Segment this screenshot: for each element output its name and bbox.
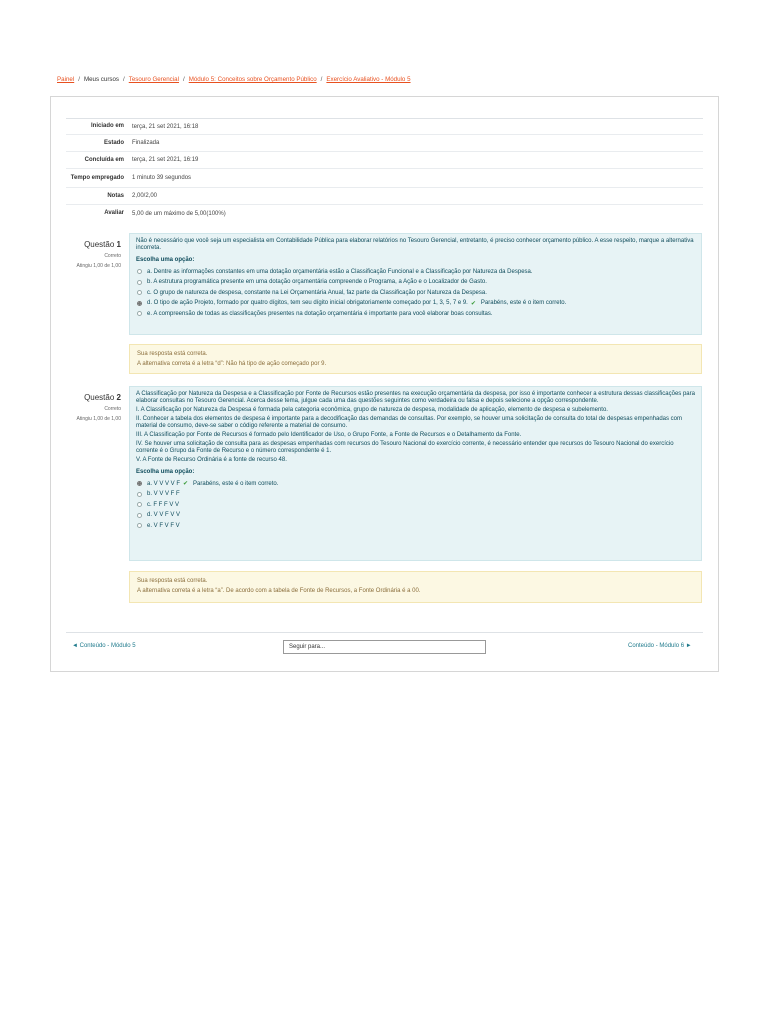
- option-label: d. V V F V V: [147, 512, 181, 519]
- radio-button[interactable]: [137, 311, 142, 316]
- option-a[interactable]: [136, 266, 695, 277]
- summary-row-marks: [66, 188, 703, 205]
- option-label: d. O tipo de ação Projeto, formado por quatro dígitos, tem seu dígito inicial obrigatoriamente começado por 1, 3, 5, 7 e 9.: [147, 300, 468, 307]
- question-1-content: [129, 233, 702, 335]
- question-prompt: Escolha uma opção:: [136, 257, 195, 264]
- summary-value: Finalizada: [132, 140, 160, 146]
- question-state: Correto: [104, 406, 121, 412]
- option-c[interactable]: [136, 287, 695, 298]
- question-1-feedback: [129, 344, 702, 374]
- summary-row-state: [66, 135, 703, 152]
- question-number-label: Questão: [84, 393, 115, 402]
- option-b[interactable]: [136, 489, 695, 500]
- checkmark-icon: ✔: [470, 300, 476, 307]
- question-text: Não é necessário que você seja um especialista em Contabilidade Pública para elaborar relatórios no Tesouro Gerencial, entretanto, é preciso conhecer orçamento público. A esse respeito, marque a alternativa incorreta.: [136, 238, 694, 252]
- option-feedback: Parabéns, este é o item correto.: [193, 480, 279, 487]
- nav-divider: [66, 632, 703, 633]
- question-grade: Atingiu 1,00 de 1,00: [76, 263, 121, 269]
- summary-value: terça, 21 set 2021, 16:18: [132, 123, 199, 130]
- radio-button[interactable]: [137, 269, 142, 274]
- checkmark-icon: ✔: [183, 481, 189, 488]
- option-label: a. Dentre as informações constantes em uma dotação orçamentária estão a Classificação Funcional e a Classificação por Natureza da Despesa.: [147, 268, 533, 275]
- question-2-content: [129, 386, 702, 561]
- question-number-label: Questão: [84, 240, 115, 249]
- breadcrumb-course[interactable]: Tesouro Gerencial: [128, 76, 179, 83]
- statement-5: V. A Fonte de Recurso Ordinária é a fonte de recurso 48.: [136, 457, 287, 464]
- option-e[interactable]: [136, 308, 695, 319]
- radio-button[interactable]: [137, 280, 142, 285]
- summary-value: 2,00/2,00: [132, 193, 158, 199]
- radio-button[interactable]: [137, 513, 142, 518]
- radio-button-selected[interactable]: [137, 301, 142, 306]
- question-number-value: 1: [116, 240, 121, 249]
- breadcrumb-exercise[interactable]: Exercício Avaliativo - Módulo 5: [326, 76, 411, 83]
- summary-label: Estado: [103, 139, 124, 146]
- breadcrumb-separator: /: [123, 76, 125, 83]
- feedback-status: Sua resposta está correta.: [137, 351, 208, 357]
- summary-label: Avaliar: [104, 210, 124, 216]
- attempt-summary-table: [66, 118, 703, 222]
- question-state: Correto: [104, 253, 121, 259]
- summary-value: 5,00 de um máximo de 5,00(100%): [132, 210, 226, 217]
- summary-value: 1 minuto 39 segundos: [132, 175, 192, 181]
- question-1-info: [61, 240, 121, 269]
- question-prompt: Escolha uma opção:: [136, 469, 195, 476]
- summary-label: Tempo empregado: [70, 174, 124, 181]
- feedback-explanation: A alternativa correta é a letra “a”. De acordo com a tabela de Fonte de Recursos, a Fonte Ordinária é a 00.: [137, 588, 421, 594]
- summary-row-grade: [66, 205, 703, 222]
- radio-button[interactable]: [137, 523, 142, 528]
- summary-label: Iniciado em: [90, 123, 124, 129]
- option-e[interactable]: [136, 520, 695, 531]
- option-label: a. V V V V F: [147, 480, 181, 487]
- jump-to-select[interactable]: Seguir para...: [283, 640, 486, 654]
- breadcrumb: [57, 76, 411, 83]
- breadcrumb-meus-cursos: Meus cursos: [83, 76, 120, 83]
- question-number-value: 2: [116, 393, 121, 402]
- summary-row-completed: [66, 152, 703, 169]
- breadcrumb-painel[interactable]: Painel: [57, 76, 75, 83]
- breadcrumb-separator: /: [78, 76, 80, 83]
- radio-button[interactable]: [137, 492, 142, 497]
- option-label: e. V F V F V: [147, 522, 180, 529]
- radio-button[interactable]: [137, 290, 142, 295]
- breadcrumb-separator: /: [320, 76, 323, 83]
- question-number: [61, 393, 121, 402]
- option-feedback: Parabéns, este é o item correto.: [480, 300, 567, 307]
- option-a[interactable]: [136, 478, 695, 489]
- question-text: A Classificação por Natureza da Despesa e a Classificação por Fonte de Recursos estão presentes na execução orçamentária da despesa, por isso é importante conhecer a estrutura dessas classificações para elaborar consultas no Tesouro Gerencial. Acerca desse tema, julgue cada uma das questões seguintes como verdadeira ou falsa e depois selecione a opção correspondente.: [136, 391, 695, 405]
- feedback-status: Sua resposta está correta.: [137, 578, 208, 584]
- option-label: b. A estrutura programática presente em uma dotação orçamentária compreende o Programa, a Ação e o Localizador de Gasto.: [147, 279, 487, 286]
- summary-label: Notas: [107, 192, 124, 199]
- breadcrumb-separator: /: [182, 76, 185, 83]
- option-label: b. V V V F F: [147, 491, 180, 498]
- feedback-explanation: A alternativa correta é a letra “d”: Não há tipo de ação começado por 9.: [137, 361, 327, 367]
- previous-activity-link[interactable]: ◄ Conteúdo - Módulo 5: [72, 643, 136, 649]
- summary-label: Concluída em: [84, 156, 124, 163]
- option-d[interactable]: [136, 298, 695, 309]
- option-label: c. O grupo de natureza de despesa, constante na Lei Orçamentária Anual, faz parte da Classificação por Natureza da Despesa.: [147, 289, 487, 296]
- option-c[interactable]: [136, 499, 695, 510]
- summary-row-time: [66, 169, 703, 188]
- question-2-feedback: [129, 571, 702, 603]
- summary-value: terça, 21 set 2021, 16:19: [132, 157, 199, 163]
- summary-row-started: [66, 119, 703, 135]
- question-number: [61, 240, 121, 249]
- option-label: e. A compreensão de todas as classificações presentes na dotação orçamentária é importante para você elaborar boas consultas.: [147, 310, 493, 317]
- breadcrumb-module[interactable]: Módulo 5: Conceitos sobre Orçamento Público: [188, 76, 317, 83]
- radio-button[interactable]: [137, 502, 142, 507]
- option-b[interactable]: [136, 277, 695, 288]
- question-2-info: [61, 393, 121, 422]
- question-grade: Atingiu 1,00 de 1,00: [76, 416, 121, 422]
- radio-button-selected[interactable]: [137, 481, 142, 486]
- statement-3: III. A Classificação por Fonte de Recursos é formado pelo Identificador de Uso, o Grupo Fonte, a Fonte de Recursos e o Detalhamento da Fonte.: [136, 432, 522, 439]
- option-d[interactable]: [136, 510, 695, 521]
- option-label: c. F F F V V: [147, 501, 180, 508]
- statement-1: I. A Classificação por Natureza da Despesa é formada pela categoria econômica, grupo de natureza de despesa, modalidade de aplicação, elemento de despesa e subelemento.: [136, 407, 608, 414]
- statement-2: II. Conhecer a tabela dos elementos de despesa é importante para a decodificação das demandas de consultas. Por exemplo, se houver uma solicitação de consulta do total de despesas empenhadas com material de consumo, deve-se saber o código referente a material de consumo.: [136, 416, 683, 430]
- statement-4: IV. Se houver uma solicitação de consulta para as despesas empenhadas com recursos do Tesouro Nacional do exercício corrente, é necessário entender que recursos do Tesouro Nacional do exercício corrente é o Grupo da Fonte de Recurso e o número correspondente é 1.: [136, 441, 674, 455]
- next-activity-link[interactable]: Conteúdo - Módulo 6 ►: [628, 643, 692, 649]
